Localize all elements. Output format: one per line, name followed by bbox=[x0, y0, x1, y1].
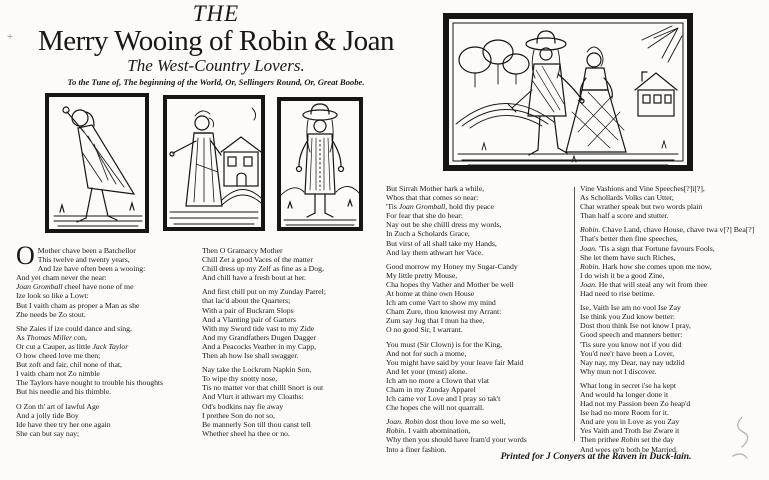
verse-line: Ise think you Zud know better: bbox=[580, 312, 675, 322]
verse-line: O Zon th' art of lawful Age bbox=[16, 401, 100, 411]
verse-line: Mother chave been a Batchellor bbox=[37, 246, 136, 255]
pencil-mark bbox=[726, 412, 760, 468]
verse-line: To wipe thy snotty nose, bbox=[202, 374, 278, 384]
stanza bbox=[580, 303, 768, 376]
verse-line: Had not my Passion been Zo heap'd bbox=[580, 399, 691, 409]
stanza bbox=[16, 324, 202, 397]
verse-line: Then O Gramarcy Mother bbox=[202, 246, 283, 255]
verse-line: Tis no matter vor that chilll Snort is out bbox=[202, 383, 324, 393]
verse-line: Nay out be she chilll dress my words, bbox=[386, 220, 502, 230]
verse-line: She let them have such Riches, bbox=[580, 252, 676, 262]
verse-line: And wees ee'n both be Married. bbox=[580, 444, 678, 454]
verse-line: At home at thine own House bbox=[386, 289, 475, 299]
woodcut-courtship-scene-image bbox=[442, 12, 694, 172]
stanza bbox=[386, 340, 572, 413]
verse-line: Into a finer fashion. bbox=[386, 444, 447, 454]
verse-line: Cham in my Zunday Apparel bbox=[386, 384, 476, 394]
verse-line: What long in secret i'se ha kept bbox=[580, 380, 676, 390]
verse-line: And would ha longer done it bbox=[580, 389, 669, 399]
verse-line: Than half a score and stutter. bbox=[580, 211, 669, 221]
verse-line: And a Vlanting pair of Garters bbox=[202, 314, 296, 324]
verse-line: Cha hopes thy Vather and Mother be well bbox=[386, 279, 514, 289]
title-block bbox=[0, 1, 432, 88]
verse-line: Ich am come Vart to show my mind bbox=[386, 298, 496, 308]
verse-line: Cham Zure, thou knowest my Arrant: bbox=[386, 307, 502, 317]
stanza bbox=[16, 241, 202, 319]
woodcut-man-hat-image bbox=[276, 96, 364, 232]
imprint-line: Printed for J Conyers at the Raven in Duck-lain. bbox=[500, 452, 692, 462]
verse-line: Good morrow my Honey my Sugar-Candy bbox=[386, 261, 518, 271]
verse-line: My little pretty Mouse, bbox=[386, 270, 458, 280]
verse-line: Dost thou think Ise not know I pray, bbox=[580, 321, 691, 331]
verse-line: She can but say nay; bbox=[16, 428, 80, 438]
title-the: THE bbox=[192, 1, 240, 26]
verse-line: Joan. 'Tis a sign that Fortune favours Fools, bbox=[580, 243, 715, 253]
verse-line: With my Sword tide vast to my Zide bbox=[202, 323, 315, 333]
verse-line: Od's bodkins nay fie away bbox=[202, 401, 284, 411]
verse-line: Joan Gromball cheel have none of me bbox=[16, 282, 134, 292]
verse-line: With a pair of Buckram Slops bbox=[202, 305, 294, 315]
verse-line: In Zuch a Scholards Grace, bbox=[386, 229, 470, 239]
verse-line: And my Grandfathers Dugen Dagger bbox=[202, 332, 317, 342]
verse-line: Why then you should have fram'd your words bbox=[386, 435, 527, 445]
verse-line: Robin. Hark how she comes upon me now, bbox=[580, 261, 712, 271]
verse-line: Chill Zet a good Vaces of the matter bbox=[202, 255, 313, 265]
verse-line: And are you in Love as you Zay bbox=[580, 417, 680, 427]
stanza bbox=[580, 225, 768, 298]
stanza bbox=[202, 287, 388, 360]
verse-line: And Ize have often been a wooing: bbox=[37, 264, 146, 274]
verse-line: But zoft and fair, chil none of that, bbox=[16, 360, 122, 370]
page-subtitle: The West-Country Lovers. bbox=[127, 56, 305, 75]
verse-line: And not for such a mome, bbox=[386, 348, 467, 358]
stanza bbox=[202, 246, 388, 282]
verse-line: Ich came vor Love and I pray so tak't bbox=[386, 394, 501, 404]
verse-line: As Thomas Miller con, bbox=[16, 332, 87, 342]
verse-line: Ide have thee try her one again bbox=[16, 419, 111, 429]
verse-column-1 bbox=[16, 241, 202, 443]
verse-line: Or cut a Cauper, as little Jack Taylor bbox=[16, 341, 129, 351]
verse-line: Joan. He that will steal any wit from thee bbox=[580, 279, 708, 289]
verse-line: And let your (must) alone. bbox=[386, 366, 468, 376]
verse-line: I vaith cham not Zo nimble bbox=[16, 369, 100, 379]
verse-line: Had need to rise betime. bbox=[580, 289, 655, 299]
verse-line: But virst of all shall take my Hands, bbox=[386, 238, 497, 248]
verse-line: Zhe needs be Zo stout. bbox=[16, 309, 86, 319]
verse-line: You might have said by your leave fair Maid bbox=[386, 357, 524, 367]
verse-line: The Taylors have nought to trouble his thoughts bbox=[16, 378, 164, 388]
verse-column-3 bbox=[386, 184, 572, 459]
ink-mark-cross: + bbox=[7, 31, 14, 43]
stanza bbox=[202, 365, 388, 438]
verse-line: Good speech and manners better: bbox=[580, 330, 683, 340]
woodcut-woman-house bbox=[162, 94, 266, 232]
verse-line: And chill have a fresh bout at her. bbox=[202, 273, 306, 283]
verse-line: That's better then fine speeches, bbox=[580, 234, 678, 244]
verse-line: Chill dress up my Zelf as fine as a Dog, bbox=[202, 264, 324, 274]
verse-line: I prethee Son do not so, bbox=[202, 410, 275, 420]
verse-line: Be mannerly Son till thou canst tell bbox=[202, 419, 311, 429]
verse-line: Nay nay, my Dear, nay nay udzlid bbox=[580, 357, 685, 367]
verse-line: 'Tis sure you know not if you did bbox=[580, 339, 682, 349]
woodcut-courtship-scene bbox=[442, 12, 694, 172]
verse-column-2 bbox=[202, 246, 388, 443]
stanza bbox=[16, 402, 202, 438]
verse-line: Yes Vaith and Troth Ise Zware it bbox=[580, 426, 680, 436]
stanza bbox=[386, 262, 572, 335]
verse-line: O how cheed love me then; bbox=[16, 351, 101, 361]
woodcut-man-hat bbox=[276, 96, 364, 232]
woodcut-man-cloak-image bbox=[44, 92, 150, 234]
verse-line: Ich am no more a Clown that vlat bbox=[386, 375, 489, 385]
verse-line: Whether sheel ha thee or no. bbox=[202, 428, 290, 438]
verse-line: Robin. I vaith abomination, bbox=[386, 426, 471, 436]
page-title: Merry Wooing of Robin & Joan bbox=[37, 25, 395, 57]
verse-line: And Vlurt it athwart my Cloaths: bbox=[202, 392, 304, 402]
woodcut-woman-house-image bbox=[162, 94, 266, 232]
verse-line: But Sirrah Mother hark a while, bbox=[386, 184, 485, 193]
verse-line: She Zaies if ize could dance and sing, bbox=[16, 323, 132, 333]
verse-line: For fear that she do hear: bbox=[386, 211, 463, 221]
verse-line: Chat wrather speak but two words plain bbox=[580, 202, 703, 212]
woodcut-man-cloak bbox=[44, 92, 150, 234]
verse-line: But I vaith cham as proper a Man as she bbox=[16, 300, 140, 310]
verse-line: I do wish it be a good Zine, bbox=[580, 270, 665, 280]
verse-line: And yet cham never the near: bbox=[16, 273, 107, 283]
verse-line: O no good Sir, I warrant. bbox=[386, 325, 463, 335]
verse-line: Then prithee Robin set the day bbox=[580, 435, 674, 445]
verse-line: As Schollards Volks can Utter, bbox=[580, 193, 674, 203]
verse-line: You must (Sir Clown) is for the King, bbox=[386, 339, 503, 349]
verse-line: Why mun not I discover. bbox=[580, 366, 657, 376]
verse-line: But his needle and his thimble. bbox=[16, 387, 112, 397]
verse-line: Zum say Jug that I mun ha thee, bbox=[386, 316, 485, 326]
verse-line: Ise, Vaith Ise am no vool Ise Zay bbox=[580, 303, 681, 313]
verse-line: Robin. Chave Land, chave House, chave twa v[?] Bea[?] bbox=[580, 225, 755, 235]
verse-line: Nay take the Lockrum Napkin Son, bbox=[202, 365, 312, 375]
verse-line: Ise had no more Room for it. bbox=[580, 408, 669, 418]
verse-line: Then ah how Ise shall swagger. bbox=[202, 351, 299, 361]
verse-line: And a jolly tide Boy bbox=[16, 410, 79, 420]
verse-line: And first chill put on my Zunday Parrel; bbox=[202, 287, 326, 297]
verse-line: Ize look so like a Lowt: bbox=[16, 291, 89, 301]
tune-line: To the Tune of, The beginning of the World, Or, Sellingers Round, Or, Great Boobe. bbox=[67, 77, 365, 87]
verse-line: Joan. Robin dost thou love me so well, bbox=[386, 417, 506, 427]
verse-line: This twelve and twenty years, bbox=[37, 255, 130, 265]
verse-line: Vine Vashions and Vine Speeches[?]i[?], bbox=[580, 184, 705, 193]
verse-line: Che hopes che will not quarrall. bbox=[386, 403, 485, 413]
verse-line: And lay them athwart her Vace. bbox=[386, 247, 484, 257]
verse-line: Whos that that comes so near: bbox=[386, 193, 479, 203]
verse-line: And a Peacocks Veather in my Capp, bbox=[202, 341, 316, 351]
drop-cap: O bbox=[16, 241, 35, 270]
verse-line: that lac'd about the Quarters; bbox=[202, 296, 291, 306]
column-rule bbox=[574, 187, 575, 441]
verse-line: You'd nee'r have been a Lover, bbox=[580, 348, 675, 358]
stanza bbox=[386, 184, 572, 257]
stanza bbox=[580, 184, 768, 220]
verse-line: 'Tis Joan Gromball, hold thy peace bbox=[386, 202, 494, 212]
stanza bbox=[386, 417, 572, 453]
